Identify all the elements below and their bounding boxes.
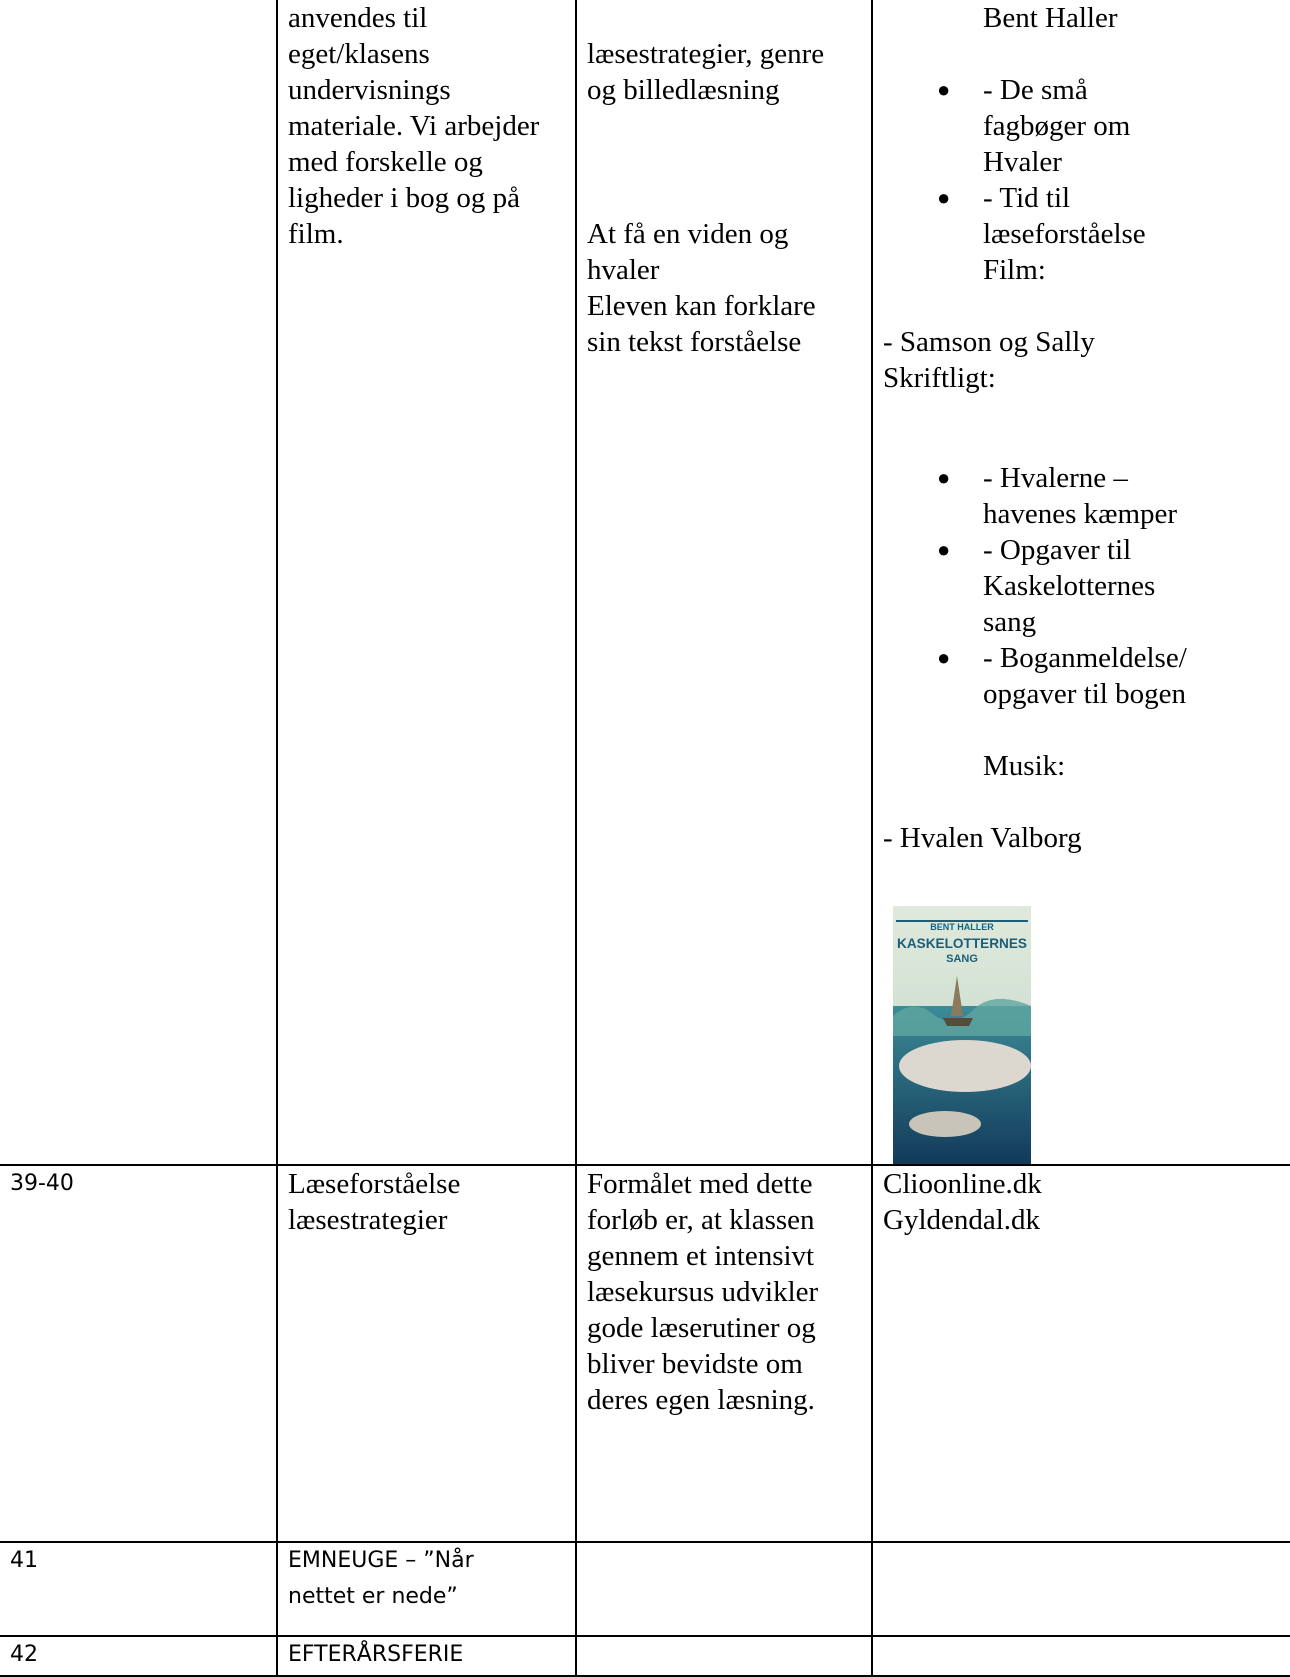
topic-cell: anvendes til eget/klasens undervisnings materiale. Vi arbejder med forskelle og ligheder i bog og på film. bbox=[277, 0, 576, 1165]
bullet-icon: ● bbox=[937, 465, 951, 490]
materials-cell bbox=[872, 1636, 1290, 1676]
week-cell: 42 bbox=[0, 1636, 277, 1676]
materials-list-1 bbox=[883, 72, 1282, 252]
week-cell: 41 bbox=[0, 1542, 277, 1636]
cover-title-2: SANG bbox=[946, 953, 978, 965]
table-row bbox=[0, 1636, 1290, 1676]
author-line: Bent Haller bbox=[983, 2, 1118, 34]
goals-text-1: læsestrategier, genre og billedlæsning bbox=[587, 38, 825, 106]
table-row bbox=[0, 1542, 1290, 1636]
music-item: - Hvalen Valborg bbox=[883, 822, 1082, 854]
materials-list-2 bbox=[883, 460, 1282, 712]
week-cell: 39-40 bbox=[0, 1165, 277, 1542]
topic-cell: EFTERÅRSFERIE bbox=[277, 1636, 576, 1676]
bullet-icon: ● bbox=[937, 185, 951, 210]
materials-cell bbox=[872, 0, 1290, 1165]
goals-cell bbox=[576, 0, 872, 1165]
cover-author: BENT HALLER bbox=[930, 922, 994, 932]
week-cell bbox=[0, 0, 277, 1165]
goals-text-2: At få en viden og hvaler Eleven kan forklare sin tekst forståelse bbox=[587, 218, 816, 358]
book-cover-image bbox=[893, 906, 1031, 1164]
list-item: ● - Opgaver til Kaskelotternes sang bbox=[937, 534, 1156, 638]
table-row bbox=[0, 1165, 1290, 1542]
music-heading: Musik: bbox=[983, 750, 1066, 782]
list-item: ● - Tid til læseforståelse bbox=[937, 182, 1146, 250]
materials-cell: Clioonline.dk Gyldendal.dk bbox=[872, 1165, 1290, 1542]
film-item: - Samson og Sally bbox=[883, 326, 1095, 358]
written-heading: Skriftligt: bbox=[883, 362, 996, 394]
goals-cell bbox=[576, 1636, 872, 1676]
list-item: ● - Boganmeldelse/ opgaver til bogen bbox=[937, 642, 1187, 710]
list-item: ● - Hvalerne – havenes kæmper bbox=[937, 462, 1178, 530]
cover-title-1: KASKELOTTERNES bbox=[897, 935, 1027, 951]
list-item: ● - De små fagbøger om Hvaler bbox=[937, 74, 1131, 178]
film-heading: Film: bbox=[983, 254, 1046, 286]
topic-cell: EMNEUGE – ”Når nettet er nede” bbox=[277, 1542, 576, 1636]
materials-cell bbox=[872, 1542, 1290, 1636]
topic-cell: Læseforståelse læsestrategier bbox=[277, 1165, 576, 1542]
bullet-icon: ● bbox=[937, 645, 951, 670]
bullet-icon: ● bbox=[937, 537, 951, 562]
goals-cell bbox=[576, 1542, 872, 1636]
goals-cell: Formålet med dette forløb er, at klassen gennem et intensivt læsekursus udvikler gode læserutiner og bliver bevidste om deres egen læsning. bbox=[576, 1165, 872, 1542]
bullet-icon: ● bbox=[937, 77, 951, 102]
